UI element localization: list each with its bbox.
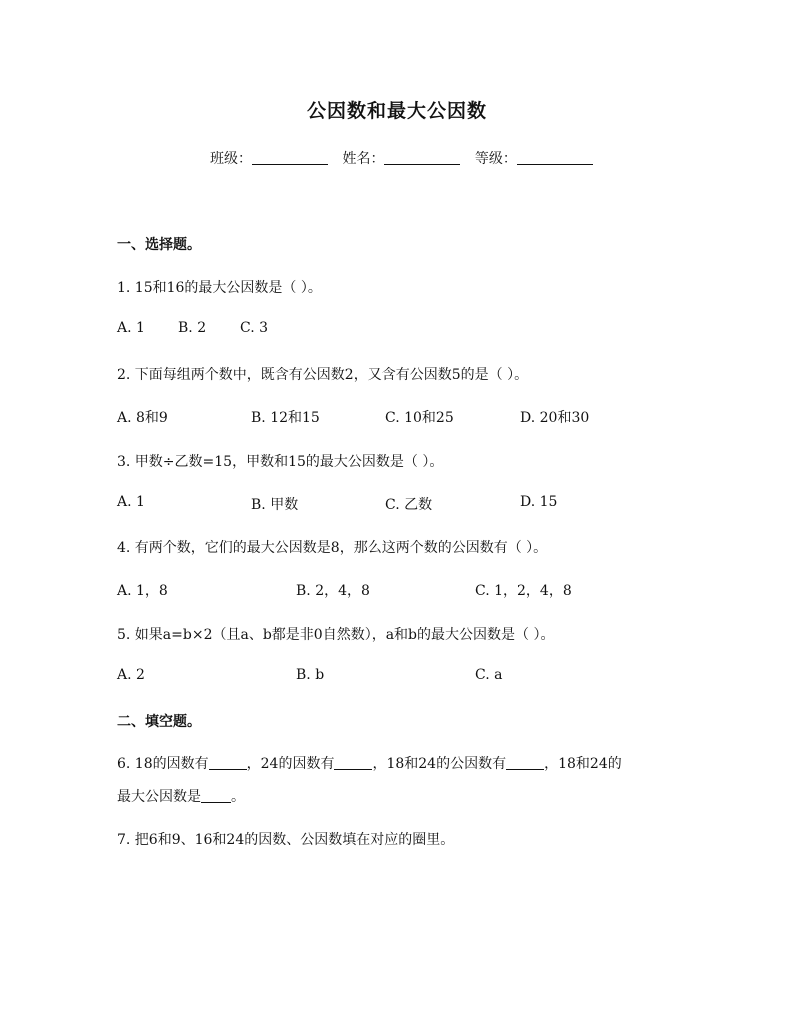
fill-blank-common-factors[interactable]: [506, 756, 544, 770]
option-d[interactable]: D. 20和30: [520, 410, 590, 426]
question-1-options: [117, 320, 717, 338]
option-a[interactable]: A. 1: [117, 494, 145, 510]
option-c[interactable]: C. 乙数: [385, 497, 433, 513]
question-5: 5. 如果a=b×2（且a、b都是非0自然数），a和b的最大公因数是（ ）。: [117, 627, 555, 643]
question-6-part-3: ，18和24的公因数有: [372, 756, 507, 772]
option-c[interactable]: C. a: [475, 667, 503, 683]
section-heading-choice: 一、选择题。: [117, 237, 201, 253]
question-6-part-1: 6. 18的因数有: [117, 756, 209, 772]
option-c[interactable]: C. 1，2，4，8: [475, 583, 572, 599]
option-b[interactable]: B. 甲数: [251, 497, 299, 513]
page-title: 公因数和最大公因数: [306, 100, 487, 122]
question-2-options: [117, 407, 717, 425]
grade-blank[interactable]: [517, 150, 593, 165]
fill-blank-gcd[interactable]: [201, 789, 231, 803]
class-label: 班级：: [210, 151, 252, 167]
option-d[interactable]: D. 15: [520, 494, 558, 510]
option-a[interactable]: A. 1: [117, 320, 145, 336]
option-b[interactable]: B. 2，4，8: [296, 583, 370, 599]
question-6-line-2-text: 最大公因数是: [117, 789, 201, 805]
question-3: 3. 甲数÷乙数=15，甲数和15的最大公因数是（ ）。: [117, 454, 444, 470]
option-c[interactable]: C. 3: [240, 320, 269, 336]
question-7: 7. 把6和9、16和24的因数、公因数填在对应的圈里。: [117, 832, 455, 848]
student-info-row: [210, 148, 603, 168]
question-6-line-2-end: 。: [231, 789, 245, 805]
question-3-options: [117, 494, 717, 512]
option-a[interactable]: A. 1，8: [117, 583, 168, 599]
grade-label: 等级：: [474, 151, 517, 167]
name-label: 姓名：: [342, 151, 385, 167]
class-blank[interactable]: [252, 150, 328, 165]
fill-blank-factors-24[interactable]: [334, 756, 372, 770]
option-a[interactable]: A. 8和9: [117, 410, 168, 426]
question-6-part-2: ，24的因数有: [246, 756, 335, 772]
question-6-line-2: [117, 786, 245, 806]
question-4-options: [117, 580, 717, 598]
option-b[interactable]: B. 2: [178, 320, 207, 336]
question-2: 2. 下面每组两个数中，既含有公因数2，又含有公因数5的是（ ）。: [117, 367, 529, 383]
question-6-line-1: [117, 753, 622, 773]
option-b[interactable]: B. b: [296, 667, 325, 683]
fill-blank-factors-18[interactable]: [209, 756, 247, 770]
name-blank[interactable]: [384, 150, 460, 165]
question-5-options: [117, 667, 717, 685]
question-1: 1. 15和16的最大公因数是（ ）。: [117, 280, 322, 296]
option-c[interactable]: C. 10和25: [385, 410, 454, 426]
option-b[interactable]: B. 12和15: [251, 410, 320, 426]
option-a[interactable]: A. 2: [117, 667, 145, 683]
question-6-part-4: ，18和24的: [544, 756, 622, 772]
question-4: 4. 有两个数，它们的最大公因数是8，那么这两个数的公因数有（ ）。: [117, 540, 548, 556]
section-heading-fill: 二、填空题。: [117, 714, 201, 730]
